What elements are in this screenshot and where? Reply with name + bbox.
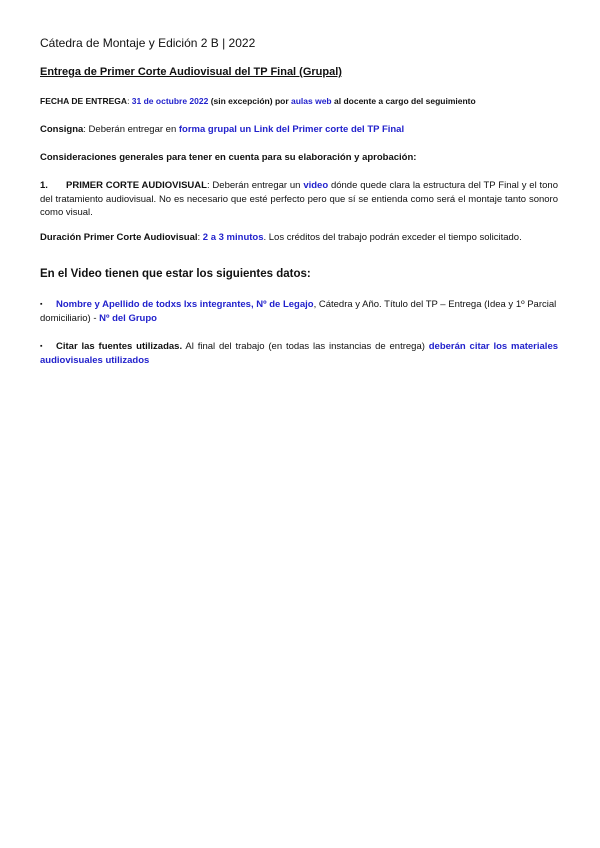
duration-line [40,232,558,243]
delivery-date-label: FECHA DE ENTREGA [40,96,128,106]
bullet2-highlight: deberán citar los materiales audiovisuales utilizados [40,341,559,366]
square-bullet-icon: ▪ [40,343,43,350]
consigna-text: : Deberán entregar en [83,124,179,135]
aulas-web-link[interactable]: aulas web [291,96,332,106]
bullet2-bold: Citar las fuentes utilizadas. [56,341,183,352]
square-bullet-icon: ▪ [40,301,43,308]
item-label: PRIMER CORTE AUDIOVISUAL [66,180,207,191]
bullet2-text: Al final del trabajo (en todas las instancias de entrega) [182,341,429,352]
item-text1: : Deberán entregar un [206,180,304,191]
item-highlight-video: video [303,180,329,191]
consigna-highlight: forma grupal un Link del Primer corte del TP Final [178,124,405,135]
video-data-heading: En el Video tienen que estar los siguientes datos: [40,268,311,280]
duration-label: Duración Primer Corte Audiovisual [40,232,198,243]
bullet-sources-item [40,340,558,367]
bullet1-highlight2: Nº del Grupo [99,313,157,324]
considerations-heading: Consideraciones generales para tener en cuenta para su elaboración y aprobación: [40,152,417,163]
duration-sep: : [197,232,203,243]
delivery-date-sep: : [127,96,132,106]
delivery-date-value: 31 de octubre 2022 [131,96,209,106]
document-header: Cátedra de Montaje y Edición 2 B | 2022 [40,36,256,50]
bullet1-highlight1: Nombre y Apellido de todxs lxs integrantes, Nº de Legajo [56,299,314,310]
delivery-date-text2: al docente a cargo del seguimiento [331,96,476,106]
item-number: 1. [40,180,48,191]
bullet-names-item [40,298,558,326]
consigna-line [40,124,558,135]
duration-text: . Los créditos del trabajo podrán exceder el tiempo solicitado. [263,232,522,243]
duration-value: 2 a 3 minutos [202,232,264,243]
delivery-date-line [40,96,558,106]
item-primer-corte [40,179,558,220]
item-text2: dónde quede clara la estructura del TP Final y el tono del tratamiento audiovisual. No es necesario que esté perfecto pero que sí se entienda como será el montaje tanto sonoro como visual. [40,180,558,218]
bullet1-text: , Cátedra y Año. Título del TP – Entrega (Idea y 1º Parcial domiciliario) - [40,299,557,324]
consigna-label: Consigna [40,124,84,135]
document-title: Entrega de Primer Corte Audiovisual del TP Final (Grupal) [40,66,342,78]
delivery-date-text1: (sin excepción) por [208,96,291,106]
